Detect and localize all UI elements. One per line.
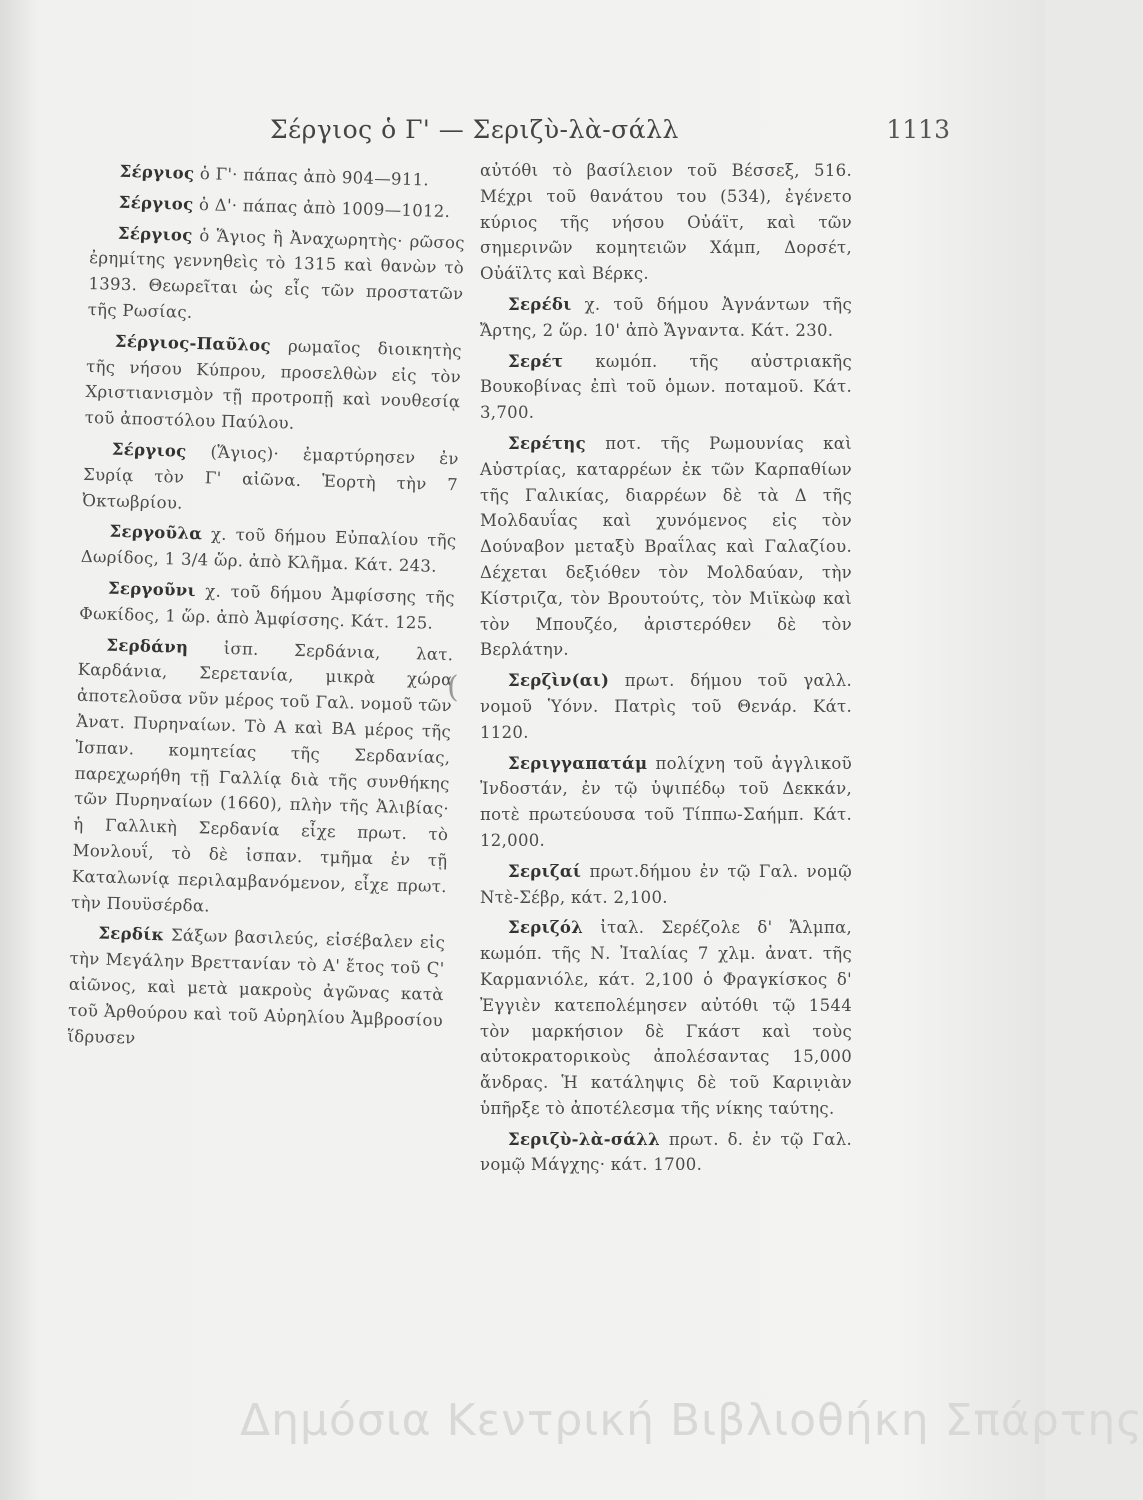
dictionary-entry — [480, 859, 852, 911]
dictionary-entry — [84, 328, 462, 442]
entry-text: ὁ Ἅγιος ἢ Ἀναχωρητὴς· ρῶσος ἐρημίτης γεννηθεὶς τὸ 1315 καὶ θανὼν τὸ 1393. Θεωρεῖται ὡς εἷς τῶν προστατῶν τῆς Ρωσίας. — [87, 225, 466, 322]
dictionary-entry — [480, 349, 852, 426]
margin-mark: ( — [447, 670, 459, 705]
entry-headword: Σέργιος-Παῦλος — [114, 331, 272, 355]
left-column — [67, 158, 467, 1064]
entry-text: κωμόπ. τῆς αὐστριακῆς Βουκοβίνας ἐπὶ τοῦ ὁμων. ποταμοῦ. Κάτ. 3,700. — [480, 351, 852, 423]
entry-headword: Σεριζαί — [508, 861, 582, 881]
entry-text: ἰταλ. Σερέζολε δ' Ἄλμπα, κωμόπ. τῆς Ν. Ἰταλίας 7 χλμ. ἀνατ. τῆς Καρμανιόλε, κάτ. 2,100 ὁ Φραγκίσκος δ' Ἐγγιὲν κατεπολέμησεν αὐτόθι τῷ 1544 τὸν μαρκήσιον δὲ Γκάστ καὶ τοὺς αὐτοκρατορικοὺς ἀπολέσαντας 15,000 ἄνδρας. Ἡ κατάληψις δὲ τοῦ Καριν̣ιὰν ὑπῆρξε τὸ ἀποτέλεσμα τῆς νίκης ταύτης. — [480, 918, 852, 1118]
entry-text: (Ἅγιος)· ἐμαρτύρησεν ἐν Συρίᾳ τὸν Γ' αἰῶνα. Ἑορτὴ τὴν 7 Ὀκτωβρίου. — [82, 442, 460, 513]
dictionary-entry — [71, 631, 454, 925]
dictionary-entry — [480, 158, 852, 287]
entry-headword: Σεριγγαπατάμ — [508, 753, 648, 773]
entry-headword: Σεργοῦνι — [107, 578, 197, 601]
library-watermark: Δημόσια Κεντρική Βιβλιοθήκη Σπάρτης — [240, 1395, 1143, 1446]
entry-text: ποτ. τῆς Ρωμουνίας καὶ Αὐστρίας, καταρρέων ἐκ τῶν Καρπαθίων τῆς Γαλικίας, διαρρέων δὲ τὰ Δ τῆς Μολδαυΐας καὶ χυνόμενος εἰς τὸν Δούναβον μεταξὺ Βραΐλας καὶ Γαλαζίου. Δέχεται δεξιόθεν τὸν Μολδαύαν, τὴν Κίστριζα, τὸν Βρουτούτς, τὸν Μιϊκὼφ καὶ τὸν Μπουζέο, ἀριστερόθεν δὲ τὸν Βερλάτην. — [480, 433, 853, 660]
page-header — [110, 115, 950, 151]
dictionary-entry — [79, 575, 455, 637]
entry-headword: Σερδάνη — [106, 635, 189, 657]
dictionary-entry — [91, 158, 467, 194]
entry-headword: Σερέδι — [508, 294, 572, 314]
entry-headword: Σερζὶν(αι) — [508, 671, 610, 691]
right-column — [480, 158, 852, 1183]
dictionary-entry — [480, 915, 852, 1121]
entry-text: πρωτ. δ. ἐν τῷ Γαλ. νομῷ Μάγχης· κάτ. 1700. — [480, 1129, 852, 1175]
entry-text: ὁ Γ'· πάπας ἀπὸ 904—911. — [199, 164, 430, 190]
entry-headword: Σέργιος — [118, 192, 194, 214]
entry-text: ὁ Δ'· πάπας ἀπὸ 1009—1012. — [198, 194, 451, 221]
dictionary-entry — [90, 189, 466, 225]
dictionary-entry — [80, 518, 456, 580]
entry-text: πρωτ.δήμου ἐν τῷ Γαλ. νομῷ Ντὲ-Σέβρ, κάτ. 2,100. — [480, 861, 852, 907]
dictionary-entry — [480, 431, 852, 663]
entry-text: πολίχνη τοῦ ἀγγλικοῦ Ἰνδοστάν, ἐν τῷ ὑψιπέδῳ τοῦ Δεκκάν, ποτὲ πρωτεύουσα τοῦ Τίππω-Σαήμπ. Κάτ. 12,000. — [480, 753, 852, 850]
dictionary-entry — [82, 436, 459, 524]
entry-text: χ. τοῦ δήμου Ἀγνάντων τῆς Ἄρτης, 2 ὥρ. 10' ἀπὸ Ἄγναντα. Κάτ. 230. — [480, 294, 853, 340]
page-number: 1113 — [886, 115, 950, 144]
entry-headword: Σερδίκ — [98, 923, 165, 945]
entry-headword: Σερέτης — [508, 433, 586, 453]
entry-text: Σάξων βασιλεύς, εἰσέβαλεν εἰς τὴν Μεγάλην Βρεττανίαν τὸ Α' ἔτος τοῦ Ϛ' αἰῶνος, καὶ μετὰ μακροὺς ἀγῶνας κατὰ τοῦ Ἀρθούρου καὶ τοῦ Αὐρηλίου Ἀμβροσίου ἵδρυσεν — [67, 925, 446, 1048]
running-title: Σέργιος ὁ Γ' — Σεριζὺ-λὰ-σάλλ — [270, 115, 679, 144]
entry-headword: Σεργοῦλα — [109, 521, 203, 544]
dictionary-entry — [480, 668, 852, 745]
entry-headword: Σέργιος — [111, 439, 187, 461]
entry-headword: Σέργιος — [117, 223, 193, 245]
entry-text: αὐτόθι τὸ βασίλειον τοῦ Βέσσεξ, 516. Μέχρι τοῦ θανάτου του (534), ἐγένετο κύριος τῆς νήσου Οὐάϊτ, καὶ τῶν σημερινῶν κομητειῶν Χάμπ, Δορσέτ, Οὐάϊλτς καὶ Βέρκς. — [480, 161, 852, 284]
dictionary-entry — [480, 292, 852, 344]
entry-text: ρωμαῖος διοικητὴς τῆς νήσου Κύπρου, προσελθὼν εἰς τὸν Χριστιανισμὸν τῇ προτροπῇ καὶ νουθεσίᾳ τοῦ ἀποστόλου Παύλου. — [84, 336, 463, 433]
dictionary-entry — [67, 920, 445, 1059]
entry-text: χ. τοῦ δήμου Εὐπαλίου τῆς Δωρίδος, 1 3/4 ὥρ. ἀπὸ Κλῆμα. Κάτ. 243. — [80, 524, 457, 576]
entry-text: χ. τοῦ δήμου Ἀμφίσσης τῆς Φωκίδος, 1 ὥρ. ἀπὸ Ἀμφίσσης. Κάτ. 125. — [79, 581, 456, 633]
entry-headword: Σεριζόλ — [508, 918, 584, 938]
entry-headword: Σεριζὺ-λὰ-σάλλ — [508, 1129, 661, 1149]
entry-headword: Σερέτ — [508, 351, 564, 371]
entry-text: ἰσπ. Σερδάνια, λατ. Καρδάνια, Σερετανία, μικρὰ χώρα ἀποτελοῦσα νῦν μέρος τοῦ Γαλ. νομοῦ τῶν Ἀνατ. Πυρηναίων. Τὸ Α καὶ ΒΑ μέρος τῆς Ἱσπαν. κομητείας τῆς Σερδανίας, παρεχωρήθη τῇ Γαλλίᾳ διὰ τῆς συνθήκης τῶν Πυρηναίων (1660), πλὴν τῆς Ἀλιβίας· ἡ Γαλλικὴ Σερδανία εἶχε πρωτ. τὸ Μονλουΐ, τὸ δὲ ἰσπαν. τμῆμα ἐν τῇ Καταλωνίᾳ περιλαμβανόμενον, εἶχε πρωτ. τὴν Πουϋσέρδα. — [70, 638, 454, 916]
entry-text: πρωτ. δήμου τοῦ γαλλ. νομοῦ Ὑόνν. Πατρὶς τοῦ Θενάρ. Κάτ. 1120. — [480, 671, 853, 742]
dictionary-entry — [480, 1127, 852, 1179]
dictionary-entry — [87, 220, 465, 334]
entry-headword: Σέργιος — [119, 161, 195, 183]
dictionary-entry — [480, 751, 852, 854]
